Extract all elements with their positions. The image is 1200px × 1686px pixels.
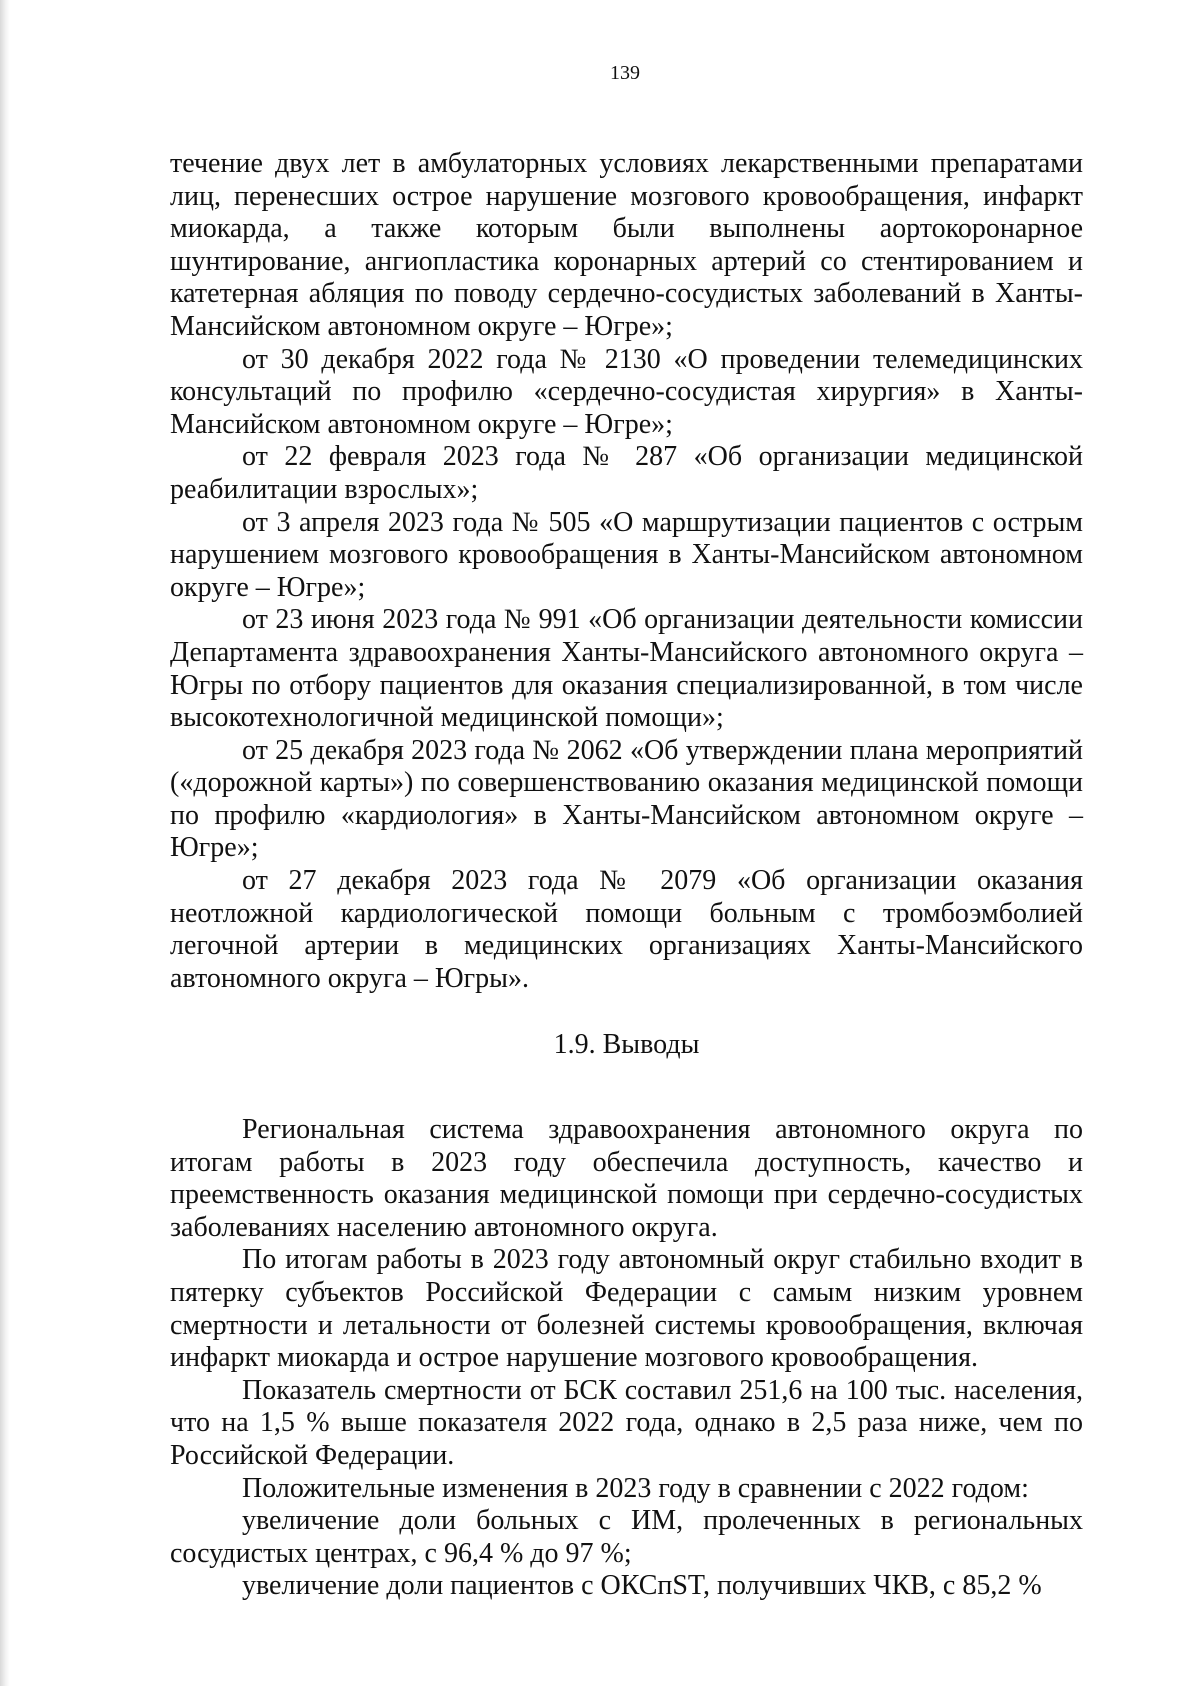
page-number: 139 [610, 62, 640, 84]
scan-edge [0, 0, 10, 1686]
paragraph: течение двух лет в амбулаторных условиях лекарственными препаратами лиц, перенесших острое нарушение мозгового кровообращения, инфаркт миокарда, а также которым были выполнены аортокоронарное шунтирование, ангиопластика коронарных артерий со стентированием и катетерная абляция по поводу сердечно-сосудистых заболеваний в Ханты-Мансийском автономном округе – Югре»; [170, 148, 1083, 342]
paragraph: от 30 декабря 2022 года № 2130 «О проведении телемедицинских консультаций по профилю «сердечно-сосудистая хирургия» в Ханты-Мансийском автономном округе – Югре»; [170, 343, 1083, 440]
paragraph: от 25 декабря 2023 года № 2062 «Об утверждении плана мероприятий («дорожной карты») по совершенствованию оказания медицинской помощи по профилю «кардиология» в Ханты-Мансийском автономном округе – Югре»; [170, 734, 1083, 864]
document-body [170, 148, 1083, 1603]
paragraph: Показатель смертности от БСК составил 251,6 на 100 тыс. населения, что на 1,5 % выше показателя 2022 года, однако в 2,5 раза ниже, чем по Российской Федерации. [170, 1374, 1083, 1471]
paragraph: от 22 февраля 2023 года № 287 «Об организации медицинской реабилитации взрослых»; [170, 441, 1083, 505]
section-heading: 1.9. Выводы [553, 1029, 700, 1061]
paragraph: от 3 апреля 2023 года № 505 «О маршрутизации пациентов с острым нарушением мозгового кровообращения в Ханты-Мансийском автономном округе – Югре»; [170, 506, 1083, 603]
paragraph: увеличение доли больных с ИМ, пролеченных в региональных сосудистых центрах, с 96,4 % до 97 %; [170, 1505, 1083, 1569]
paragraph: от 23 июня 2023 года № 991 «Об организации деятельности комиссии Департамента здравоохранения Ханты-Мансийского автономного округа – Югры по отбору пациентов для оказания специализированной, в том числе высокотехнологичной медицинской помощи»; [170, 604, 1083, 734]
paragraph: Региональная система здравоохранения автономного округа по итогам работы в 2023 году обеспечила доступность, качество и преемственность оказания медицинской помощи при сердечно-сосудистых заболеваниях населению автономного округа. [170, 1114, 1083, 1243]
paragraph: от 27 декабря 2023 года № 2079 «Об организации оказания неотложной кардиологической помощи больным с тромбоэмболией легочной артерии в медицинских организациях Ханты-Мансийского автономного округа – Югры». [170, 865, 1083, 994]
paragraph: Положительные изменения в 2023 году в сравнении с 2022 годом: [242, 1472, 1029, 1504]
paragraph: увеличение доли пациентов с ОКСпST, получивших ЧКВ, с 85,2 % [242, 1570, 1042, 1602]
paragraph: По итогам работы в 2023 году автономный округ стабильно входит в пятерку субъектов Российской Федерации с самым низким уровнем смертности и летальности от болезней системы кровообращения, включая инфаркт миокарда и острое нарушение мозгового кровообращения. [170, 1244, 1083, 1374]
